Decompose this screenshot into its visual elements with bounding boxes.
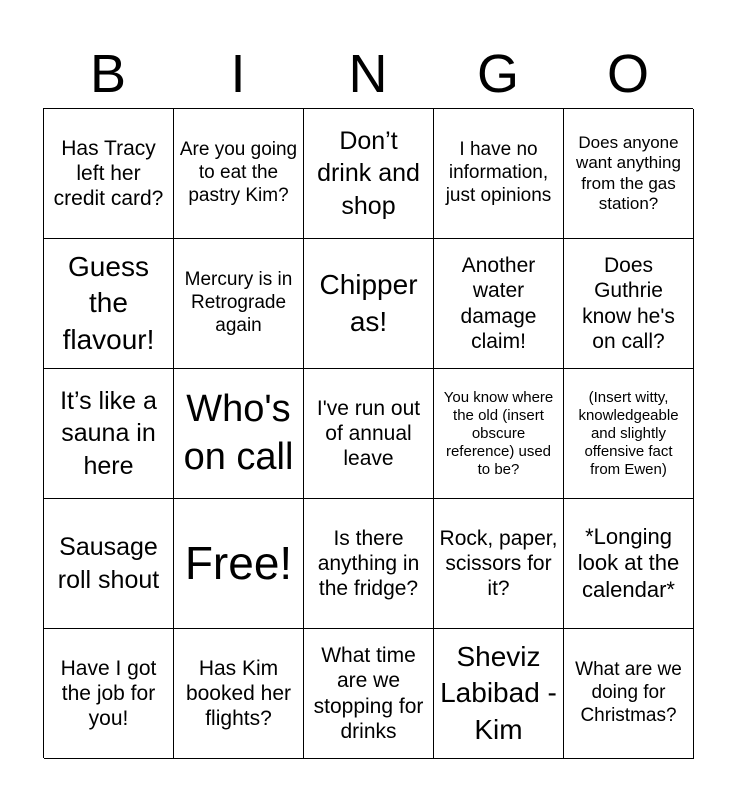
bingo-cell[interactable]: [304, 629, 434, 759]
bingo-cell[interactable]: [304, 369, 434, 499]
cell-text: (Insert witty, knowledgeable and slightly offensive fact from Ewen): [578, 388, 679, 478]
cell-text: I have no information, just opinions: [445, 139, 552, 206]
bingo-cell[interactable]: [174, 369, 304, 499]
cell-text: Are you going to eat the pastry Kim?: [179, 139, 298, 206]
bingo-cell[interactable]: [304, 239, 434, 369]
cell-text: Free!: [184, 536, 293, 589]
bingo-cell[interactable]: [564, 239, 694, 369]
cell-text: It’s like a sauna in here: [60, 386, 157, 480]
bingo-cell[interactable]: [174, 239, 304, 369]
bingo-cell[interactable]: [174, 109, 304, 239]
bingo-cell[interactable]: [434, 109, 564, 239]
cell-text: Rock, paper, scissors for it?: [439, 526, 558, 601]
bingo-cell[interactable]: [44, 369, 174, 499]
bingo-cell[interactable]: [44, 109, 174, 239]
cell-text: Has Kim booked her flights?: [185, 656, 292, 731]
header-letter-g: G: [476, 44, 519, 104]
cell-text: Guess the flavour!: [62, 250, 155, 355]
header-letter-b: B: [89, 44, 127, 104]
cell-text: Another water damage claim!: [460, 254, 537, 353]
bingo-cell[interactable]: [44, 629, 174, 759]
bingo-cell[interactable]: [564, 369, 694, 499]
bingo-cell[interactable]: [434, 369, 564, 499]
bingo-board: [43, 108, 693, 758]
bingo-cell[interactable]: [434, 239, 564, 369]
cell-text: Have I got the job for you!: [60, 656, 157, 731]
header-letter-i: I: [230, 44, 246, 104]
cell-text: Sausage roll shout: [57, 533, 160, 594]
bingo-cell[interactable]: [564, 109, 694, 239]
bingo-cell[interactable]: [564, 629, 694, 759]
cell-text: *Longing look at the calendar*: [577, 523, 680, 602]
cell-text: Does Guthrie know he's on call?: [582, 254, 675, 353]
header-letter-n: N: [348, 44, 388, 104]
cell-text: What time are we stopping for drinks: [313, 644, 424, 743]
bingo-cell[interactable]: [44, 499, 174, 629]
cell-text: Mercury is in Retrograde again: [184, 269, 293, 336]
cell-text: You know where the old (insert obscure reference) used to be?: [443, 388, 554, 478]
cell-text: Don’t drink and shop: [317, 126, 420, 220]
bingo-cell[interactable]: [304, 499, 434, 629]
cell-text: I've run out of annual leave: [316, 396, 421, 471]
bingo-cell[interactable]: [44, 239, 174, 369]
cell-text: Has Tracy left her credit card?: [53, 136, 164, 211]
bingo-cell[interactable]: [174, 629, 304, 759]
header-letter-o: O: [606, 44, 649, 104]
cell-text: Does anyone want anything from the gas station?: [576, 132, 681, 213]
bingo-header: [43, 40, 693, 108]
cell-text: Who's on call: [183, 388, 294, 478]
bingo-cell[interactable]: [564, 499, 694, 629]
bingo-cell[interactable]: [434, 499, 564, 629]
free-space[interactable]: [174, 499, 304, 629]
cell-text: Sheviz Labibad - Kim: [440, 640, 557, 745]
bingo-cell[interactable]: [304, 109, 434, 239]
bingo-cell[interactable]: [434, 629, 564, 759]
cell-text: Is there anything in the fridge?: [317, 526, 420, 601]
cell-text: What are we doing for Christmas?: [575, 659, 682, 726]
cell-text: Chipper as!: [319, 269, 418, 337]
